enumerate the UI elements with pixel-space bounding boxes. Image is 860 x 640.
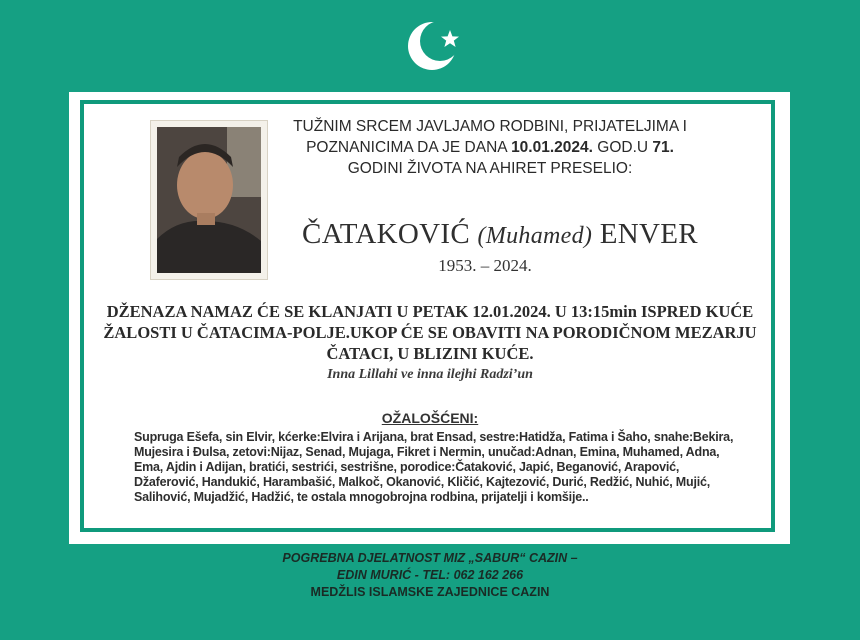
deceased-name: ČATAKOVIĆ (Muhamed) ENVER: [302, 218, 698, 250]
age: 71.: [652, 139, 674, 156]
life-years: 1953. – 2024.: [438, 256, 532, 275]
funeral-announcement: DŽENAZA NAMAZ ĆE SE KLANJATI U PETAK 12.01.2024. U 13:15min ISPRED KUĆE ŽALOSTI U ČATACIMA-POLJE.UKOP ĆE SE OBAVITI NA PORODIČNOM MEZARJU ČATACI, U BLIZINI KUĆE.: [103, 302, 757, 363]
portrait-photo: [150, 120, 268, 280]
death-date: 10.01.2024.: [511, 139, 593, 156]
prayer-line: Inna Lillahi ve inna ilejhi Radzi’un: [327, 367, 533, 382]
footer-line-2: EDIN MURIĆ - TEL: 062 162 266: [336, 568, 524, 582]
crescent-star-icon: [404, 16, 464, 76]
father-name: (Muhamed): [477, 223, 593, 249]
footer-line-1: POGREBNA DJELATNOST MIZ „SABUR“ CAZIN –: [282, 551, 578, 565]
mourners-list: Supruga Ešefa, sin Elvir, kćerke:Elvira i Arijana, brat Ensad, sestre:Hatidža, Fatima i Šaho, snahe:Bekira, Mujesira i Đulsa, zetovi:Nijaz, Senad, Mujaga, Fikret i Nermin, unučad:Adnan, Emina, Muhamed, Adna, Ema, Ajdin i Adijan, bratići, sestrići, sestrišne, porodice:Čataković, Japić, Beganović, Arapović, Džaferović, Handukić, Harambašić, Malkoč, Okanović, Kličić, Kajtezović, Durić, Redžić, Nuhić, Mujić, Salihović, Mujadžić, Hadžić, te ostala mnogobrojna rodbina, prijatelji i komšije..: [134, 430, 734, 504]
notice-intro: TUŽNIM SRCEM JAVLJAMO RODBINI, PRIJATELJIMA I POZNANICIMA DA JE DANA 10.01.2024. GOD.U 71. GODINI ŽIVOTA NA AHIRET PRESELIO:: [293, 118, 687, 177]
footer-line-3: MEDŽLIS ISLAMSKE ZAJEDNICE CAZIN: [310, 585, 550, 599]
mourners-heading: OŽALOŠĆENI:: [381, 410, 479, 426]
footer: [200, 550, 660, 601]
